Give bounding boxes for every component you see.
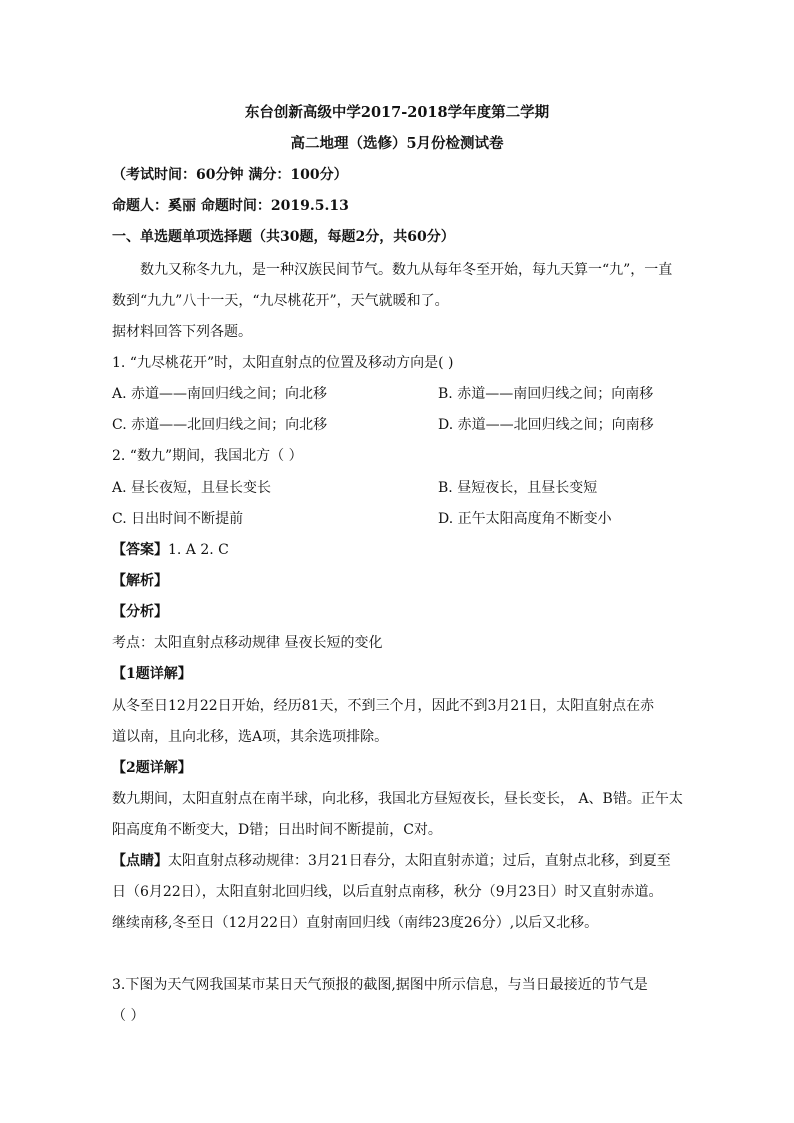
question-1-option-c: C. 赤道——北回归线之间；向北移: [112, 417, 328, 433]
q1-detail-line: 从冬至日12月22日开始，经历81天，不到三个月，因此不到3月21日，太阳直射点在赤: [112, 698, 655, 714]
question-1-option-a: A. 赤道——南回归线之间；向北移: [112, 386, 328, 402]
answer-text: 1. A 2. C: [168, 542, 229, 558]
key-point-text: 太阳直射点移动规律：3月21日春分，太阳直射赤道；过后，直射点北移，到夏至: [168, 853, 671, 869]
explanation-label: 【解析】: [112, 573, 168, 589]
q2-detail-line: 数九期间，太阳直射点在南半球，向北移，我国北方昼短夜长，昼长变长， A、B错。正午太: [112, 791, 683, 807]
answer-label: 【答案】: [112, 542, 168, 558]
section-heading: 一、单选题单项选择题（共30题，每题2分，共60分）: [112, 229, 455, 245]
q1-detail-label: 【1题详解】: [112, 666, 192, 682]
key-point-label: 【点睛】: [112, 853, 168, 869]
material-paragraph-line: 数九又称冬九九，是一种汉族民间节气。数九从每年冬至开始，每九天算一“九”，一直: [140, 262, 673, 278]
key-point-line: [112, 852, 671, 870]
key-point-line: 日（6月22日），太阳直射北回归线，以后直射点南移，秋分（9月23日）时又直射赤道。: [112, 884, 663, 900]
test-point: 考点：太阳直射点移动规律 昼夜长短的变化: [112, 635, 383, 651]
q1-detail-line: 道以南，且向北移，选A项，其余选项排除。: [112, 729, 389, 745]
exam-time-info: （考试时间：60分钟 满分：100分）: [112, 167, 348, 183]
exam-subtitle: 高二地理（选修）5月份检测试卷: [290, 135, 504, 152]
question-2-option-d: D. 正午太阳高度角不断变小: [438, 511, 612, 527]
question-2-option-a: A. 昼长夜短，且昼长变长: [112, 480, 272, 496]
material-instruction: 据材料回答下列各题。: [112, 324, 252, 340]
q2-detail-label: 【2题详解】: [112, 760, 192, 776]
question-1-option-d: D. 赤道——北回归线之间；向南移: [438, 417, 654, 433]
question-3-stem: 3.下图为天气网我国某市某日天气预报的截图,据图中所示信息，与当日最接近的节气是: [112, 977, 648, 993]
answer-line: [112, 541, 229, 559]
question-3-paren: （ ）: [112, 1008, 145, 1024]
author-info: 命题人：奚丽 命题时间：2019.5.13: [112, 198, 349, 214]
question-1-stem: 1. “九尽桃花开”时，太阳直射点的位置及移动方向是( ): [112, 355, 454, 371]
key-point-line: 继续南移,冬至日（12月22日）直射南回归线（南纬23度26分）,以后又北移。: [112, 915, 599, 931]
question-2-option-b: B. 昼短夜长，且昼长变短: [438, 480, 598, 496]
question-1-option-b: B. 赤道——南回归线之间；向南移: [438, 386, 654, 402]
analysis-label: 【分析】: [112, 604, 168, 620]
q2-detail-line: 阳高度角不断变大，D错；日出时间不断提前，C对。: [112, 822, 442, 838]
material-paragraph-line: 数到“九九”八十一天，“九尽桃花开”，天气就暖和了。: [112, 293, 449, 309]
question-2-stem: 2. “数九”期间，我国北方（ ）: [112, 448, 303, 464]
question-2-option-c: C. 日出时间不断提前: [112, 511, 244, 527]
exam-title: 东台创新高级中学2017-2018学年度第二学期: [244, 104, 550, 121]
